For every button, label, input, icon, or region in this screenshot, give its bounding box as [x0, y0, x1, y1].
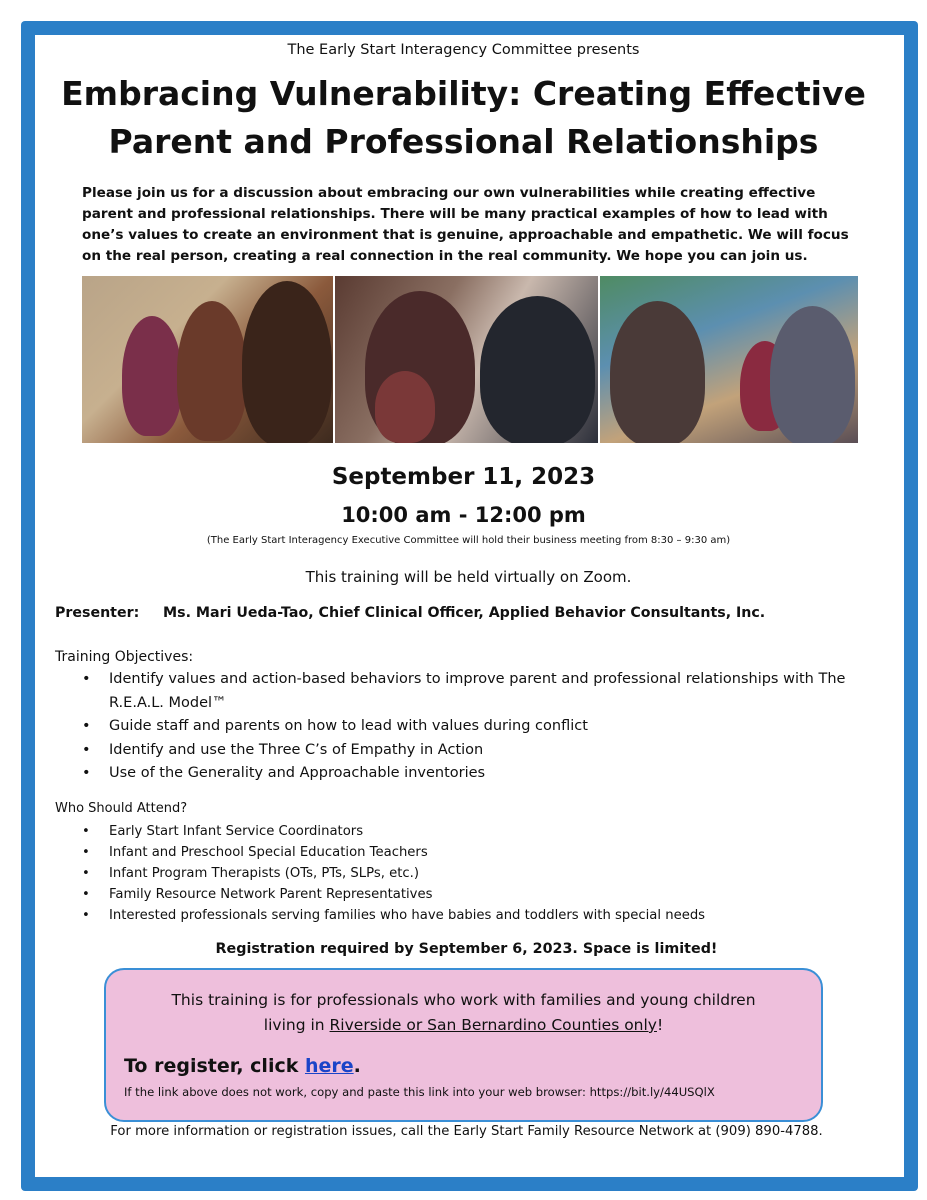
presenter-line: [55, 605, 765, 621]
objectives-heading: Training Objectives:: [55, 649, 194, 665]
photo-parents-baby: [335, 276, 598, 443]
list-item: • Identify values and action-based behaviors to improve parent and professional relationships with The R.E.A.L. Model™: [82, 668, 882, 715]
mother-figure-2: [770, 306, 855, 443]
intro-paragraph: Please join us for a discussion about embracing our own vulnerabilities while creating effective parent and professional relationships. There will be many practical examples of how to lead with one’s values to create an environment that is genuine, approachable and empathetic. We will focus on the real person, creating a real connection in the real community. We hope you can join us.: [82, 185, 849, 264]
presenter-label: Presenter:: [55, 605, 140, 621]
teacher-figure: [610, 301, 705, 443]
photo-mother-child: [82, 276, 333, 443]
register-line: [124, 1055, 361, 1077]
registration-deadline: Registration required by September 6, 2023. Space is limited!: [215, 941, 718, 957]
eligibility-line-1: This training is for professionals who work with families and young children: [171, 991, 756, 1009]
attend-heading: Who Should Attend?: [55, 801, 188, 816]
list-item: • Interested professionals serving families who have babies and toddlers with special needs: [82, 905, 882, 926]
eligibility-line-2: [106, 1013, 821, 1038]
adult-figure: [242, 281, 332, 443]
title-line-1: Embracing Vulnerability: Creating Effective: [61, 74, 866, 113]
list-item: • Guide staff and parents on how to lead with values during conflict: [82, 715, 882, 739]
parent-figure-2: [480, 296, 595, 443]
attend-list: [82, 821, 882, 926]
register-prefix: To register, click: [124, 1055, 305, 1077]
title-line-2: Parent and Professional Relationships: [108, 122, 819, 161]
eligibility-text: [106, 988, 821, 1038]
baby-figure: [375, 371, 435, 443]
photo-classroom: [600, 276, 858, 443]
contact-footer: For more information or registration issues, call the Early Start Family Resource Network at (909) 890-4788.: [110, 1124, 823, 1139]
list-item: • Family Resource Network Parent Representatives: [82, 884, 882, 905]
list-item: • Infant Program Therapists (OTs, PTs, SLPs, etc.): [82, 863, 882, 884]
eligibility-prefix: living in: [263, 1016, 330, 1034]
mother-figure: [177, 301, 247, 441]
list-item: • Identify and use the Three C’s of Empathy in Action: [82, 739, 882, 763]
register-link[interactable]: here: [304, 1055, 354, 1077]
event-time: 10:00 am - 12:00 pm: [341, 503, 586, 527]
location-text: This training will be held virtually on Zoom.: [305, 568, 632, 586]
list-item: • Use of the Generality and Approachable inventories: [82, 762, 882, 786]
list-item: • Early Start Infant Service Coordinators: [82, 821, 882, 842]
photo-strip: [82, 276, 858, 443]
business-meeting-note: (The Early Start Interagency Executive Committee will hold their business meeting from 8:30 – 9:30 am): [206, 535, 731, 546]
list-item: • Infant and Preschool Special Education Teachers: [82, 842, 882, 863]
fallback-link-text: If the link above does not work, copy and paste this link into your web browser: https://bit.ly/44USQlX: [124, 1085, 715, 1099]
counties-text: Riverside or San Bernardino Counties only: [329, 1016, 657, 1034]
eligibility-suffix: !: [656, 1016, 664, 1034]
registration-callout: [104, 968, 823, 1122]
presenter-name: Ms. Mari Ueda-Tao, Chief Clinical Officer, Applied Behavior Consultants, Inc.: [163, 605, 766, 621]
register-suffix: .: [353, 1055, 361, 1077]
presenter-org-line: The Early Start Interagency Committee presents: [287, 42, 640, 58]
objectives-list: [82, 668, 882, 786]
event-date: September 11, 2023: [331, 464, 596, 490]
child-figure: [122, 316, 182, 436]
event-title: [0, 70, 927, 166]
